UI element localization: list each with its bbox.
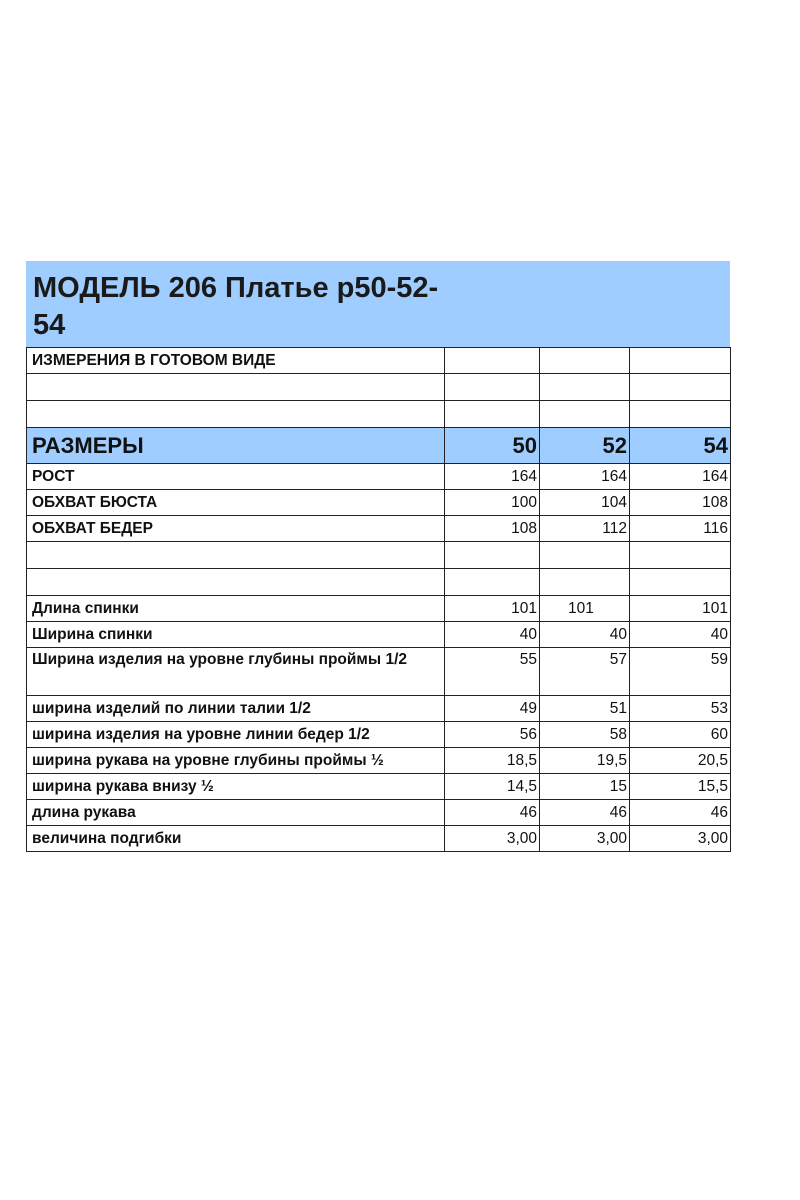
table-header-row bbox=[27, 348, 731, 374]
value-cell: 104 bbox=[540, 490, 630, 516]
table-row bbox=[27, 774, 731, 800]
empty-cell bbox=[27, 374, 445, 401]
table-row bbox=[27, 648, 731, 696]
value-cell: 3,00 bbox=[445, 826, 540, 852]
row-label: ОБХВАТ БЮСТА bbox=[27, 490, 445, 516]
value-cell: 116 bbox=[630, 516, 731, 542]
value-cell: 108 bbox=[630, 490, 731, 516]
empty-cell bbox=[445, 542, 540, 569]
value-cell: 18,5 bbox=[445, 748, 540, 774]
row-label: ширина рукава на уровне глубины проймы ½ bbox=[27, 748, 445, 774]
empty-cell bbox=[630, 542, 731, 569]
value-cell: 58 bbox=[540, 722, 630, 748]
value-cell: 56 bbox=[445, 722, 540, 748]
blank-row bbox=[27, 542, 731, 569]
blank-row bbox=[27, 401, 731, 428]
size-cell: 54 bbox=[630, 428, 731, 464]
row-label: Длина спинки bbox=[27, 596, 445, 622]
table-row bbox=[27, 748, 731, 774]
value-cell: 55 bbox=[445, 648, 540, 696]
value-cell: 53 bbox=[630, 696, 731, 722]
empty-cell bbox=[540, 569, 630, 596]
value-cell: 164 bbox=[540, 464, 630, 490]
row-label: ширина рукава внизу ½ bbox=[27, 774, 445, 800]
empty-cell bbox=[445, 374, 540, 401]
size-cell: 50 bbox=[445, 428, 540, 464]
sizes-row bbox=[27, 428, 731, 464]
blank-row bbox=[27, 569, 731, 596]
table-row bbox=[27, 800, 731, 826]
value-cell: 49 bbox=[445, 696, 540, 722]
page-title: МОДЕЛЬ 206 Платье р50-52-54 bbox=[33, 272, 439, 341]
table-row bbox=[27, 596, 731, 622]
size-cell: 52 bbox=[540, 428, 630, 464]
value-cell: 101 bbox=[630, 596, 731, 622]
value-cell: 51 bbox=[540, 696, 630, 722]
row-label: РОСТ bbox=[27, 464, 445, 490]
table-row bbox=[27, 490, 731, 516]
row-label: Ширина спинки bbox=[27, 622, 445, 648]
value-cell: 19,5 bbox=[540, 748, 630, 774]
size-table bbox=[26, 347, 731, 852]
value-cell: 40 bbox=[540, 622, 630, 648]
value-cell: 14,5 bbox=[445, 774, 540, 800]
row-label: ОБХВАТ БЕДЕР bbox=[27, 516, 445, 542]
table-row bbox=[27, 622, 731, 648]
empty-cell bbox=[27, 542, 445, 569]
table-row bbox=[27, 464, 731, 490]
table-row bbox=[27, 696, 731, 722]
empty-cell bbox=[630, 348, 731, 374]
row-label: длина рукава bbox=[27, 800, 445, 826]
value-cell: 46 bbox=[630, 800, 731, 826]
empty-cell bbox=[445, 348, 540, 374]
empty-cell bbox=[630, 374, 731, 401]
value-cell: 40 bbox=[445, 622, 540, 648]
value-cell: 3,00 bbox=[540, 826, 630, 852]
empty-cell bbox=[445, 569, 540, 596]
value-cell: 15 bbox=[540, 774, 630, 800]
value-cell: 60 bbox=[630, 722, 731, 748]
empty-cell bbox=[27, 401, 445, 428]
table-row bbox=[27, 826, 731, 852]
value-cell: 20,5 bbox=[630, 748, 731, 774]
header-cell: ИЗМЕРЕНИЯ В ГОТОВОМ ВИДЕ bbox=[27, 348, 445, 374]
empty-cell bbox=[27, 569, 445, 596]
value-cell: 15,5 bbox=[630, 774, 731, 800]
value-cell: 101 bbox=[445, 596, 540, 622]
value-cell: 46 bbox=[445, 800, 540, 826]
empty-cell bbox=[445, 401, 540, 428]
table-row bbox=[27, 722, 731, 748]
value-cell: 112 bbox=[540, 516, 630, 542]
value-cell: 108 bbox=[445, 516, 540, 542]
value-cell: 3,00 bbox=[630, 826, 731, 852]
empty-cell bbox=[540, 374, 630, 401]
table-row bbox=[27, 516, 731, 542]
sizes-label: РАЗМЕРЫ bbox=[27, 428, 445, 464]
value-cell: 59 bbox=[630, 648, 731, 696]
empty-cell bbox=[630, 569, 731, 596]
value-cell: 101 bbox=[540, 596, 630, 622]
empty-cell bbox=[630, 401, 731, 428]
value-cell: 57 bbox=[540, 648, 630, 696]
row-label: ширина изделия на уровне линии бедер 1/2 bbox=[27, 722, 445, 748]
empty-cell bbox=[540, 542, 630, 569]
empty-cell bbox=[540, 401, 630, 428]
value-cell: 46 bbox=[540, 800, 630, 826]
measurement-sheet bbox=[26, 261, 730, 852]
value-cell: 100 bbox=[445, 490, 540, 516]
value-cell: 164 bbox=[445, 464, 540, 490]
value-cell: 164 bbox=[630, 464, 731, 490]
value-cell: 40 bbox=[630, 622, 731, 648]
blank-row bbox=[27, 374, 731, 401]
row-label: величина подгибки bbox=[27, 826, 445, 852]
row-label: Ширина изделия на уровне глубины проймы 1/2 bbox=[27, 648, 445, 696]
empty-cell bbox=[540, 348, 630, 374]
title-band bbox=[26, 261, 730, 347]
row-label: ширина изделий по линии талии 1/2 bbox=[27, 696, 445, 722]
